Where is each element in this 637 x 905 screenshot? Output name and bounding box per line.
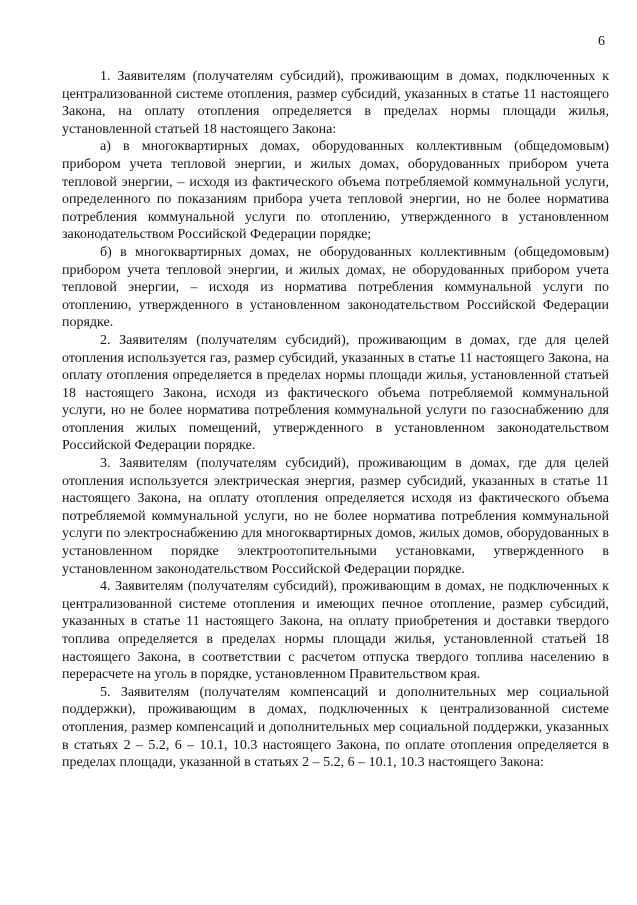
paragraph-4: 4. Заявителям (получателям субсидий), проживающим в домах, не подключенных к централизованной системе отопления и имеющих печное отопление, размер субсидий, указанных в статье 11 настоящего Закона, на оплату приобретения и доставки твердого топлива определяется в пределах нормы площади жилья, установленной статьей 18 настоящего Закона, в соответствии с расчетом отпуска твердого топлива населению в перерасчете на уголь в порядке, установленном Правительством края. xyxy=(62,579,609,683)
document-body xyxy=(62,68,609,772)
paragraph-1a: а) в многоквартирных домах, оборудованных коллективным (общедомовым) прибором учета тепловой энергии, и жилых домах, оборудованных прибором учета тепловой энергии, – исходя из фактического объема потребляемой коммунальной услуги, определенного по показаниям прибора учета тепловой энергии, но не более норматива потребления коммунальной услуги по отоплению, утвержденного в установленном законодательством Российской Федерации порядке; xyxy=(62,139,609,243)
paragraph-1b: б) в многоквартирных домах, не оборудованных коллективным (общедомовым) прибором учета тепловой энергии, и жилых домах, не оборудованных прибором учета тепловой энергии, – исходя из норматива потребления коммунальной услуги по отоплению, утвержденного в установленном законодательством Российской Федерации порядке. xyxy=(62,244,609,331)
paragraph-3: 3. Заявителям (получателям субсидий), проживающим в домах, где для целей отопления используется электрическая энергия, размер субсидий, указанных в статье 11 настоящего Закона, на оплату отопления определяется исходя из фактического объема потребляемой коммунальной услуги, но не более норматива потребления коммунальной услуги по электроснабжению для многоквартирных домов, жилых домов, оборудованных в установленном порядке электроотопительными установками, утвержденного в установленном законодательством Российской Федерации порядке. xyxy=(62,456,609,577)
paragraph-2: 2. Заявителям (получателям субсидий), проживающим в домах, где для целей отопления используется газ, размер субсидий, указанных в статье 11 настоящего Закона, на оплату отопления определяется в пределах нормы площади жилья, установленной статьей 18 настоящего Закона, исходя из фактического объема потребляемой коммунальной услуги, но не более норматива потребления коммунальной услуги по газоснабжению для отопления жилых помещений, утвержденного в установленном законодательством Российской Федерации порядке. xyxy=(62,332,609,454)
paragraph-1: 1. Заявителям (получателям субсидий), проживающим в домах, подключенных к централизованной системе отопления, размер субсидий, указанных в статье 11 настоящего Закона, на оплату отопления определяется в пределах нормы площади жилья, установленной статьей 18 настоящего Закона: xyxy=(62,69,609,137)
paragraph-5: 5. Заявителям (получателям компенсаций и дополнительных мер социальной поддержки), проживающим в домах, подключенных к централизованной системе отопления, размер компенсаций и дополнительных мер социальной поддержки, указанных в статьях 2 – 5.2, 6 – 10.1, 10.3 настоящего Закона, по оплате отопления определяется в пределах площади, указанной в статьях 2 – 5.2, 6 – 10.1, 10.3 настоящего Закона: xyxy=(62,684,609,771)
page-number: 6 xyxy=(598,34,605,49)
